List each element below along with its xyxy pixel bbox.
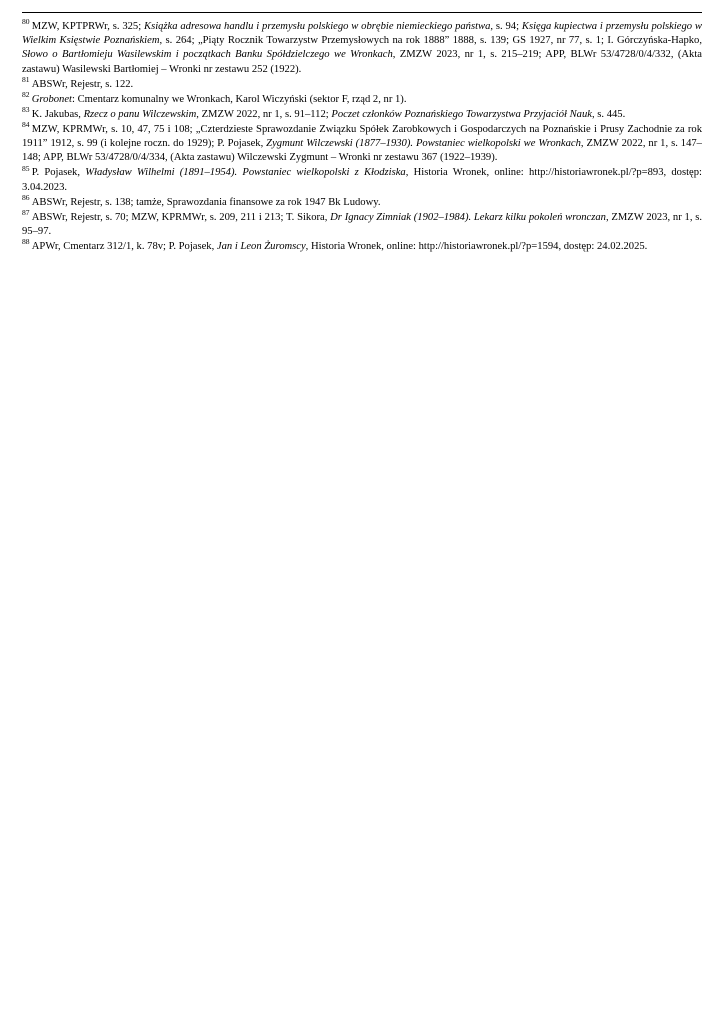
footnote-number: 84 [22, 120, 30, 130]
footnote-entry [22, 208, 703, 239]
footnote-text: , Historia Wronek, online: http://historiawronek.pl/?p=893, dostęp: 3.04.2023. [22, 167, 702, 193]
footnote-text: ABSWr, Rejestr, s. 138; tamże, Sprawozdania finansowe za rok 1947 Bk Ludowy. [31, 196, 381, 208]
footnote-title-italic: Zygmunt Wilczewski (1877–1930). Powstaniec wielkopolski we Wronkach [266, 138, 581, 150]
footnote-title-italic: Dr Ignacy Zimniak (1902–1984). Lekarz kilku pokoleń wronczan [330, 211, 606, 223]
footnote-title-italic: Jan i Leon Żuromscy [216, 240, 306, 252]
footnote-title-italic: Księga kupiectwa i przemysłu polskiego w Wielkim Księstwie Poznańskiem [22, 21, 702, 47]
footnotes-list [22, 17, 703, 254]
footnote-text: MZW, KPRMWr, s. 10, 47, 75 i 108; „Czterdzieste Sprawozdanie Związku Spółek Zarobkowych i Gospodarczych na Poznańskie i Prusy Zachodnie za rok 1911” 1912, s. 99 (i kolejne roczn. do 1929); P. Pojasek, [22, 123, 702, 150]
footnote-title-italic: Władysław Wilhelmi (1891–1954). Powstaniec wielkopolski z Kłodziska [85, 167, 406, 179]
footnote-title-italic: Książka adresowa handlu i przemysłu polskiego w obrębie niemieckiego państwa [144, 21, 491, 32]
footnote-number: 82 [22, 90, 30, 100]
footnote-text: : Cmentarz komunalny we Wronkach, Karol Wiczyński (sektor F, rząd 2, nr 1). [72, 93, 407, 105]
footnote-text: , ZMZW 2023, nr 1, s. 95–97. [22, 211, 703, 237]
footnote-text: , s. 264; „Piąty Rocznik Towarzystw Przemysłowych na rok 1888” 1888, s. 139; GS 1927, nr 77, s. 1; I. Górczyńska-Hapko, [159, 35, 702, 47]
footnote-text: , Historia Wronek, online: http://historiawronek.pl/?p=1594, dostęp: 24.02.2025. [305, 240, 648, 252]
footnote-entry [22, 193, 702, 210]
footnote-entry [22, 17, 702, 77]
footnote-entry [22, 90, 702, 107]
footnote-text: ABSWr, Rejestr, s. 70; MZW, KPRMWr, s. 209, 211 i 213; T. Sikora, [31, 211, 331, 223]
footnote-text: APWr, Cmentarz 312/1, k. 78v; P. Pojasek, [31, 240, 217, 252]
footnote-text: , s. 445. [591, 108, 626, 120]
footnote-entry [22, 120, 702, 166]
footnote-entry [22, 163, 702, 194]
footnote-entry [22, 237, 702, 254]
footnote-number: 86 [22, 193, 30, 203]
footnote-text: MZW, KPTPRWr, s. 325; [31, 21, 144, 32]
footnote-text: , ZMZW 2023, nr 1, s. 215–219; APP, BLWr 53/4728/0/4/332, (Akta zastawu) Wasilewski Bartłomiej – Wronki nr zestawu 252 (1922). [22, 49, 702, 75]
footnote-number: 83 [22, 105, 30, 115]
footnote-text: K. Jakubas, [31, 108, 84, 120]
footnote-number: 85 [22, 163, 30, 173]
document-page [0, 12, 724, 1036]
footnote-number: 81 [22, 75, 30, 85]
footnote-title-italic: Słowo o Bartłomieju Wasilewskim i początkach Banku Spółdzielczego we Wronkach [22, 49, 393, 61]
footnote-text: , ZMZW 2022, nr 1, s. 91–112; [196, 108, 332, 120]
footnote-title-italic: Rzecz o panu Wilczewskim [83, 108, 197, 120]
footnote-title-italic: Grobonet [31, 93, 72, 105]
footnote-separator-rule [22, 12, 702, 13]
footnote-entry [22, 105, 702, 122]
footnote-text: , s. 94; [490, 21, 522, 32]
footnote-title-italic: Poczet członków Poznańskiego Towarzystwa Przyjaciół Nauk [331, 108, 592, 120]
footnote-text: , ZMZW 2022, nr 1, s. 147–148; APP, BLWr 53/4728/0/4/334, (Akta zastawu) Wilczewski Zygmunt – Wronki nr zestawu 367 (1922–1939). [22, 138, 702, 164]
footnote-number: 80 [22, 17, 30, 27]
footnote-number: 87 [22, 208, 30, 218]
footnote-text: ABSWr, Rejestr, s. 122. [31, 78, 134, 90]
footnote-number: 88 [22, 237, 30, 247]
footnote-text: P. Pojasek, [31, 167, 86, 179]
footnote-entry [22, 75, 702, 92]
